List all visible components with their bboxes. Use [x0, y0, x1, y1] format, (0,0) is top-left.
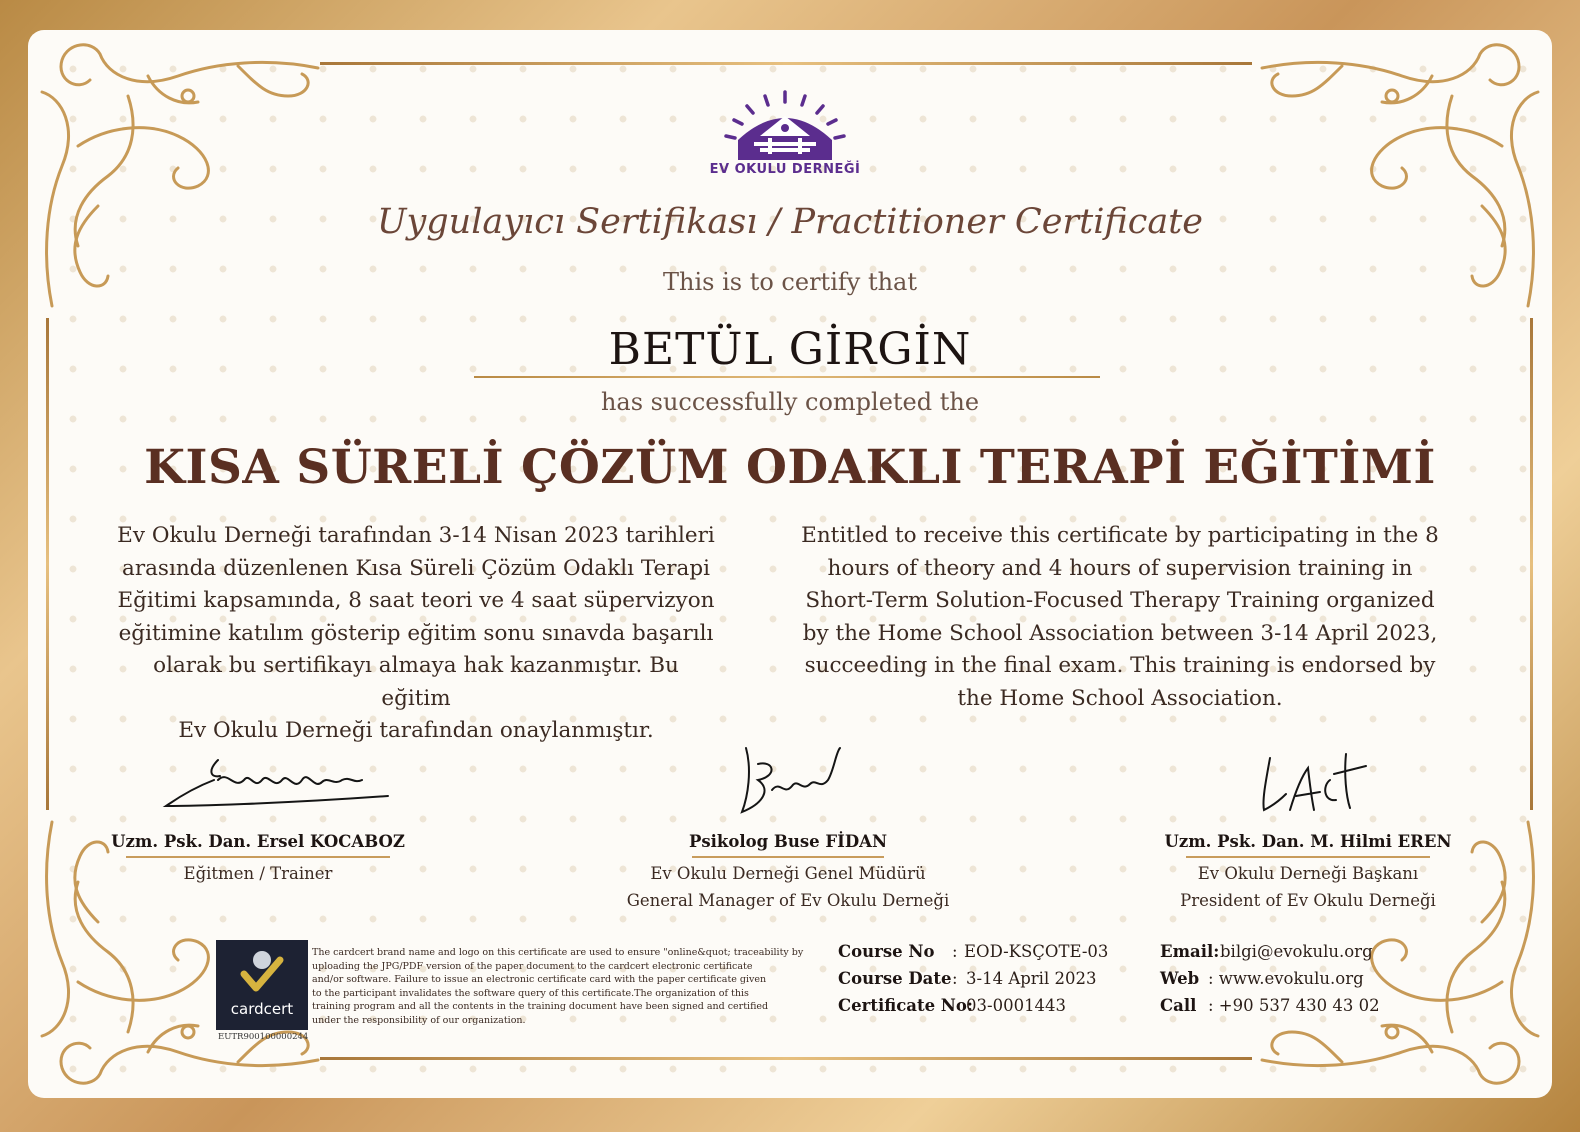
disclaimer-line: uploading the JPG/PDF version of the paper document to the cardcert electronic certificate [312, 960, 753, 972]
course-date-value: 3-14 April 2023 [966, 969, 1097, 988]
cardcert-brand: cardcert [230, 1000, 294, 1018]
signature-trainer [158, 750, 398, 820]
description-line: succeeding in the final exam. This training is endorsed by [804, 653, 1436, 678]
signatory-3-role [1148, 860, 1468, 914]
web-label: Web [1160, 969, 1200, 988]
course-date-row [838, 969, 1138, 996]
description-line: Ev Okulu Derneği tarafından onaylanmıştır. [178, 718, 654, 743]
signatory-3-line [1186, 856, 1430, 858]
ev-okulu-logo [710, 88, 860, 166]
certificate-no-label: Certificate No: [838, 996, 973, 1015]
description-line: Entitled to receive this certificate by participating in the 8 [801, 523, 1439, 548]
cardcert-disclaimer [312, 946, 832, 1027]
course-no-value: EOD-KSÇOTE-03 [964, 942, 1109, 961]
signatory-3-name: Uzm. Psk. Dan. M. Hilmi EREN [1164, 832, 1452, 851]
signatory-1-role: Eğitmen / Trainer [183, 864, 333, 883]
description-line: eğitimine katılım gösterip eğitim sonu sınavda başarılı [118, 620, 714, 646]
disclaimer-line: and/or software. Failure to issue an electronic certificate card with the paper certificate given [312, 974, 767, 985]
course-date-label: Course Date [838, 969, 952, 988]
call-row [1160, 996, 1420, 1023]
certify-text: This is to certify that [663, 268, 917, 296]
signatory-2-role-line-2: General Manager of Ev Okulu Derneği [626, 891, 950, 910]
globe-check-icon [238, 946, 286, 996]
web-value[interactable]: : www.evokulu.org [1208, 969, 1364, 988]
email-label: Email: [1160, 942, 1220, 961]
signature-general-manager [728, 740, 858, 820]
description-line: olarak bu sertifikayı almaya hak kazanmıştır. Bu eğitim [153, 653, 679, 711]
description-line: the Home School Association. [957, 685, 1283, 711]
signatory-2-role [588, 860, 988, 914]
certificate-no-row [838, 996, 1138, 1023]
signatory-2-line [692, 856, 884, 858]
description-line: arasında düzenlenen Kısa Süreli Çözüm Odaklı Terapi [122, 555, 710, 581]
cardcert-code: EUTR900100000244 [218, 1032, 309, 1042]
course-info [838, 942, 1138, 1023]
disclaimer-line: under the responsibility of our organization. [312, 1014, 526, 1026]
signatory-2-name: Psikolog Buse FİDAN [688, 832, 888, 851]
description-english [800, 520, 1440, 715]
logo-org-name: EV OKULU DERNEĞİ [709, 162, 861, 177]
description-line: hours of theory and 4 hours of supervision training in [827, 555, 1413, 581]
disclaimer-line: training program and all the contents in the training document have been signed and certified [312, 1001, 769, 1012]
email-value[interactable]: bilgi@evokulu.org [1220, 942, 1373, 961]
bottom-border-rule [320, 1057, 1252, 1060]
call-label: Call [1160, 996, 1197, 1015]
certificate-title: Uygulayıcı Sertifikası / Practitioner Certificate [377, 202, 1203, 242]
call-value[interactable]: : +90 537 430 43 02 [1208, 996, 1380, 1015]
cardcert-badge [216, 940, 308, 1030]
signatory-3-role-line-1: Ev Okulu Derneği Başkanı [1197, 864, 1419, 883]
description-line: Ev Okulu Derneği tarafından 3-14 Nisan 2023 tarihleri [117, 523, 715, 548]
signatory-1-name: Uzm. Psk. Dan. Ersel KOCABOZ [111, 832, 405, 851]
certificate-paper [28, 30, 1552, 1098]
signatory-2-role-line-1: Ev Okulu Derneği Genel Müdürü [650, 864, 926, 883]
course-no-row [838, 942, 1138, 969]
description-line: Short-Term Solution-Focused Therapy Training organized [805, 588, 1435, 613]
completed-text: has successfully completed the [600, 388, 980, 416]
description-turkish [116, 520, 716, 748]
signatory-1-line [126, 856, 390, 858]
signatory-3-role-line-2: President of Ev Okulu Derneği [1180, 891, 1436, 910]
certificate-no-value: 03-0001443 [966, 996, 1067, 1015]
disclaimer-line: The cardcert brand name and logo on this certificate are used to ensure "online&quot; traceability by [312, 947, 804, 958]
recipient-name: BETÜL GİRGİN [608, 324, 972, 375]
signature-president [1250, 740, 1380, 820]
top-border-rule [320, 62, 1252, 65]
description-line: by the Home School Association between 3-14 April 2023, [802, 620, 1438, 646]
email-row [1160, 942, 1420, 969]
course-title: KISA SÜRELİ ÇÖZÜM ODAKLI TERAPİ EĞİTİMİ [144, 440, 1436, 495]
course-no-label: Course No [838, 942, 935, 961]
contact-info [1160, 942, 1420, 1023]
course-no-sep: : [952, 942, 958, 961]
course-date-sep: : [952, 969, 958, 988]
recipient-name-underline [474, 376, 1100, 378]
description-line: Eğitimi kapsamında, 8 saat teori ve 4 saat süpervizyon [117, 588, 715, 613]
web-row [1160, 969, 1420, 996]
disclaimer-line: to the participant invalidates the software query of this certificate.The organization of this [312, 987, 749, 999]
